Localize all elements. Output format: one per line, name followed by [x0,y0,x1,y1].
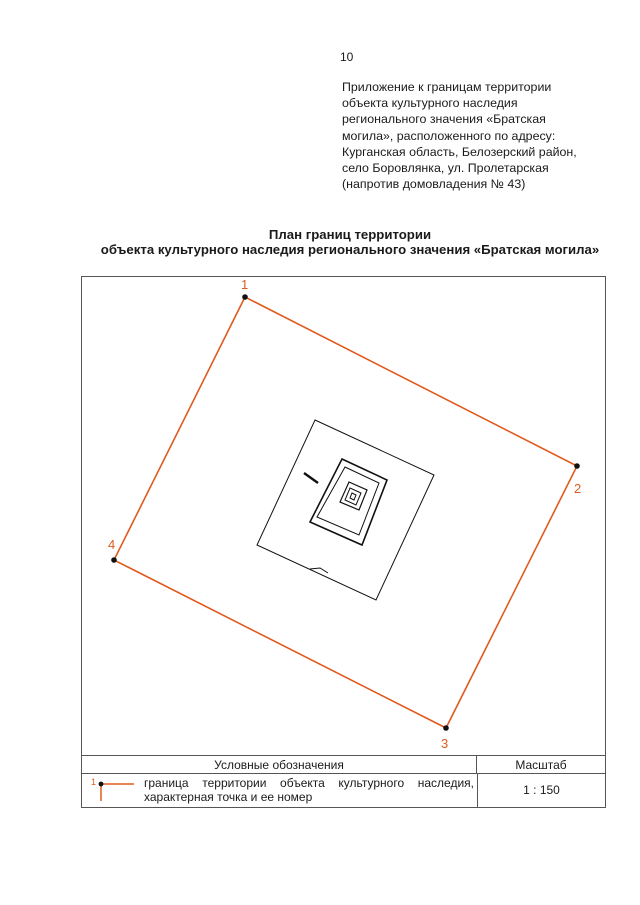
appendix-line: объекта культурного наследия [342,96,518,111]
plan-map [81,276,606,756]
legend-description: граница территории объекта культурного наследия, характерная точка и ее номер [144,776,474,804]
scale-header: Масштаб [477,756,605,774]
monument-base [340,482,367,510]
site-outline [257,420,434,600]
path-mark [304,473,318,483]
appendix-line: (напротив домовладения № 43) [342,177,526,192]
scale-value: 1 : 150 [477,774,605,807]
legend-symbol-number: 1 [91,777,97,787]
appendix-line: регионального значения «Братская [342,112,546,127]
appendix-line: могила», расположенного по адресу: [342,128,556,143]
boundary-point-label-2: 2 [574,481,582,496]
appendix-line: село Боровлянка, ул. Пролетарская [342,161,549,176]
legend-header: Условные обозначения [82,756,477,774]
boundary-point-3 [443,725,449,731]
monument-core [350,493,356,500]
legend-symbol [82,774,142,808]
appendix-line: Приложение к границам территории [342,80,552,94]
boundary-point-label-4: 4 [108,537,116,552]
territory-boundary [114,297,577,728]
plan-drawing [82,277,607,757]
boundary-point-label-1: 1 [241,277,249,292]
appendix-note [342,79,622,192]
appendix-line: Курганская область, Белозерский район, [342,144,577,159]
plan-title: План границ территории [268,227,432,242]
boundary-point-label-3: 3 [441,736,449,751]
legend-table [81,756,606,808]
page-number: 10 [340,50,354,64]
boundary-point-1 [242,294,248,300]
boundary-point-4 [111,557,117,563]
legend-point [99,782,104,787]
monument-plinth [345,488,361,505]
plan-subtitle: объекта культурного наследия регионального значения «Братская могила» [100,242,600,257]
boundary-point-2 [574,463,580,469]
